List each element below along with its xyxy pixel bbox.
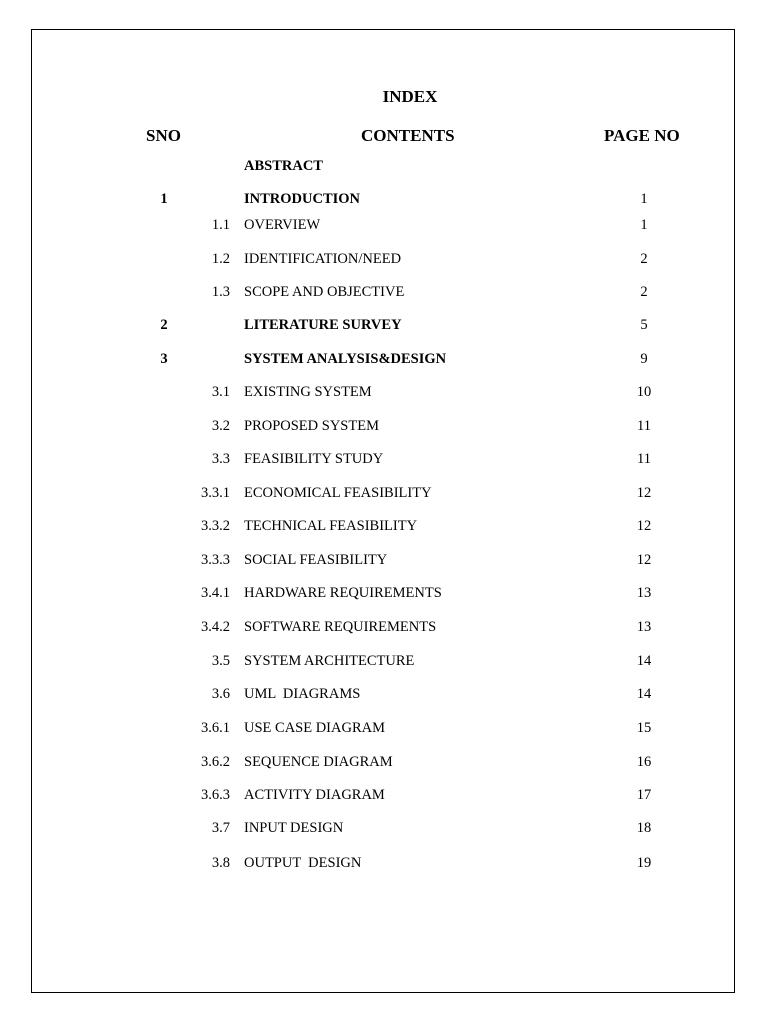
row-title: SYSTEM ARCHITECTURE — [244, 653, 415, 669]
index-row — [0, 651, 768, 671]
index-row — [0, 752, 768, 772]
index-row — [0, 818, 768, 838]
row-page: 1 — [640, 191, 648, 207]
row-page: 5 — [640, 317, 648, 333]
row-title: SYSTEM ANALYSIS&DESIGN — [244, 351, 447, 367]
index-row — [0, 416, 768, 436]
row-title: LITERATURE SURVEY — [244, 317, 402, 333]
row-sno: 3.3 — [211, 451, 230, 467]
row-sno: 1.2 — [211, 251, 230, 267]
page-title: INDEX — [382, 87, 438, 106]
row-page: 2 — [640, 284, 648, 300]
row-page: 15 — [636, 720, 652, 736]
row-sno: 1 — [160, 191, 168, 207]
row-sno: 3.4.2 — [201, 619, 230, 635]
row-page: 12 — [636, 485, 652, 501]
row-title: FEASIBILITY STUDY — [244, 451, 384, 467]
row-page: 18 — [636, 820, 652, 836]
row-page: 9 — [640, 351, 648, 367]
row-sno: 3.3.2 — [201, 518, 230, 534]
index-row — [0, 516, 768, 536]
row-title: TECHNICAL FEASIBILITY — [244, 518, 418, 534]
index-row-chapter — [0, 315, 768, 335]
row-page: 1 — [640, 217, 648, 233]
column-header-page-no: PAGE NO — [604, 126, 680, 145]
index-row — [0, 550, 768, 570]
row-title: SEQUENCE DIAGRAM — [244, 754, 393, 770]
index-row — [0, 483, 768, 503]
row-page: 13 — [636, 619, 652, 635]
index-row-chapter — [0, 189, 768, 209]
row-page: 2 — [640, 251, 648, 267]
row-sno: 3.6.1 — [201, 720, 230, 736]
index-row — [0, 215, 768, 235]
index-row — [0, 583, 768, 603]
row-title: ECONOMICAL FEASIBILITY — [244, 485, 432, 501]
row-title: HARDWARE REQUIREMENTS — [244, 585, 442, 601]
row-sno: 1.1 — [211, 217, 230, 233]
index-row — [0, 853, 768, 873]
row-sno: 3.6.3 — [201, 787, 230, 803]
row-sno: 3.1 — [211, 384, 230, 400]
row-sno: 3.3.1 — [201, 485, 230, 501]
row-title: ABSTRACT — [244, 158, 323, 174]
index-row — [0, 617, 768, 637]
row-sno: 3.4.1 — [201, 585, 230, 601]
index-row — [0, 382, 768, 402]
row-page: 16 — [636, 754, 652, 770]
row-title: SOFTWARE REQUIREMENTS — [244, 619, 437, 635]
column-header-contents: CONTENTS — [361, 126, 455, 145]
index-row-abstract — [0, 156, 768, 176]
row-page: 11 — [637, 451, 651, 467]
row-page: 12 — [636, 552, 652, 568]
index-row — [0, 449, 768, 469]
index-row — [0, 785, 768, 805]
row-title: IDENTIFICATION/NEED — [244, 251, 402, 267]
row-title: OVERVIEW — [244, 217, 321, 233]
row-sno: 3.8 — [211, 855, 230, 871]
row-title: SCOPE AND OBJECTIVE — [244, 284, 405, 300]
row-page: 14 — [636, 653, 652, 669]
row-sno: 3.7 — [211, 820, 230, 836]
row-sno: 3.6 — [211, 686, 230, 702]
row-title: USE CASE DIAGRAM — [244, 720, 385, 736]
row-sno: 1.3 — [211, 284, 230, 300]
column-header-sno: SNO — [146, 126, 181, 145]
index-row — [0, 282, 768, 302]
row-sno: 3.2 — [211, 418, 230, 434]
row-page: 19 — [636, 855, 652, 871]
row-title: OUTPUT DESIGN — [244, 855, 362, 871]
index-row-chapter — [0, 349, 768, 369]
index-row — [0, 684, 768, 704]
row-page: 13 — [636, 585, 652, 601]
row-sno: 3 — [160, 351, 168, 367]
row-page: 14 — [636, 686, 652, 702]
row-sno: 3.6.2 — [201, 754, 230, 770]
index-row — [0, 249, 768, 269]
row-page: 11 — [637, 418, 651, 434]
row-sno: 3.5 — [211, 653, 230, 669]
row-title: UML DIAGRAMS — [244, 686, 361, 702]
row-page: 17 — [636, 787, 652, 803]
row-title: INTRODUCTION — [244, 191, 361, 207]
row-title: INPUT DESIGN — [244, 820, 344, 836]
row-title: PROPOSED SYSTEM — [244, 418, 379, 434]
index-row — [0, 718, 768, 738]
row-page: 10 — [636, 384, 652, 400]
row-sno: 2 — [160, 317, 168, 333]
row-sno: 3.3.3 — [201, 552, 230, 568]
row-title: EXISTING SYSTEM — [244, 384, 372, 400]
row-page: 12 — [636, 518, 652, 534]
row-title: SOCIAL FEASIBILITY — [244, 552, 388, 568]
row-title: ACTIVITY DIAGRAM — [244, 787, 385, 803]
